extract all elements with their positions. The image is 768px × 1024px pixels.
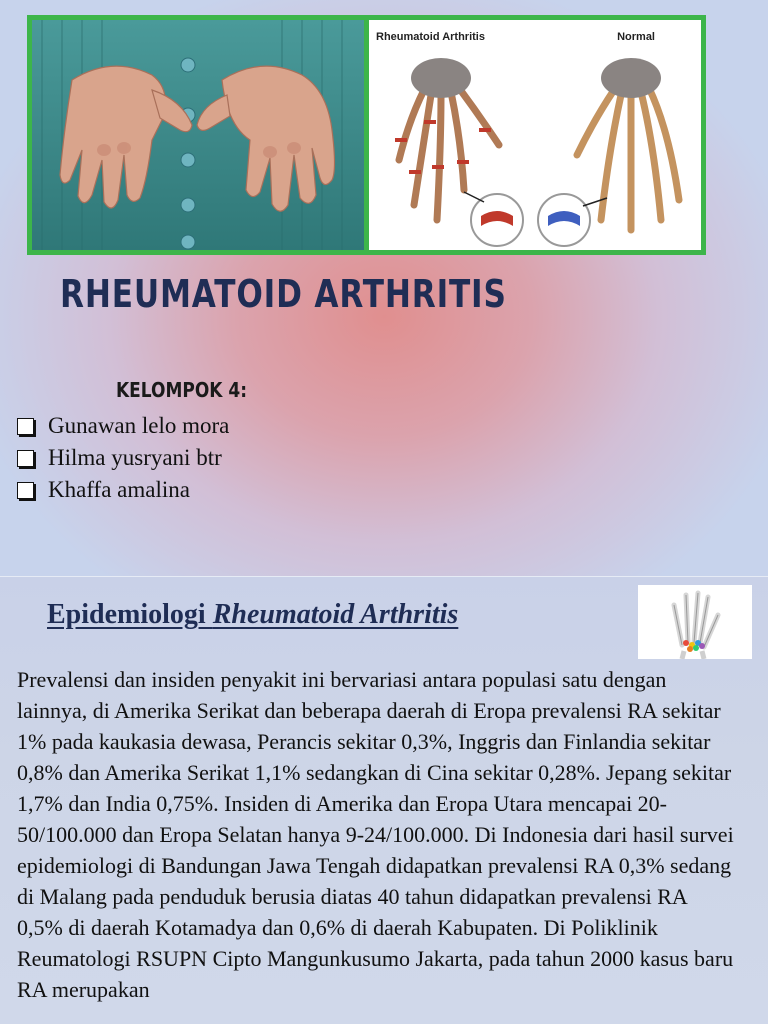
epidemiology-paragraph: Prevalensi dan insiden penyakit ini bervariasi antara populasi satu dengan lainnya, di Amerika Serikat dan beberapa daerah di Eropa prevalensi RA sekitar 1% pada kaukasia dewasa, Perancis sekitar 0,3%, Inggris dan Finlandia sekitar 0,8% dan Amerika Serikat 1,1% sedangkan di Cina sekitar 0,28%. Jepang sekitar 1,7% dan India 0,75%. Insiden di Amerika dan Eropa Utara mencapai 20-50/100.000 dan Eropa Selatan hanya 9-24/100.000. Di Indonesia dari hasil survei epidemiologi di Bandungan Jawa Tengah didapatkan prevalensi RA 0,3% sedang di Malang pada penduduk berusia diatas 40 tahun didapatkan prevalensi RA 0,5% di daerah Kotamadya dan 0,6% di daerah Kabupaten. Di Poliklinik Reumatologi RSUPN Cipto Mangunkusumo Jakarta, pada tahun 2000 kasus baru RA merupakan (17, 667, 734, 1002)
section-title-plain: Epidemiologi (47, 599, 213, 630)
hand-skeleton-icon (369, 20, 701, 250)
checkbox-icon (17, 450, 34, 467)
member-list (17, 410, 229, 506)
hands-photo (32, 20, 364, 250)
section-title-italic: Rheumatoid Arthritis (212, 599, 459, 630)
group-heading: KELOMPOK 4: (116, 378, 248, 402)
slide-title: RHEUMATOID ARTHRITIS (60, 272, 507, 316)
list-item (17, 474, 229, 506)
checkbox-icon (17, 418, 34, 435)
diagram-label-normal: Normal (617, 31, 655, 43)
member-name: Gunawan lelo mora (48, 413, 230, 438)
epidemiology-slide (0, 576, 768, 1024)
hand-skeleton-diagram (369, 20, 701, 250)
section-title (47, 599, 458, 631)
member-name: Khaffa amalina (48, 477, 190, 502)
diagram-label-ra: Rheumatoid Arthritis (376, 31, 485, 43)
wrist-bones-icon (638, 585, 752, 659)
hand-photo (32, 20, 364, 250)
list-item (17, 442, 229, 474)
list-item (17, 410, 229, 442)
member-name: Hilma yusryani btr (48, 445, 222, 470)
checkbox-icon (17, 482, 34, 499)
hero-image-frame (27, 15, 706, 255)
